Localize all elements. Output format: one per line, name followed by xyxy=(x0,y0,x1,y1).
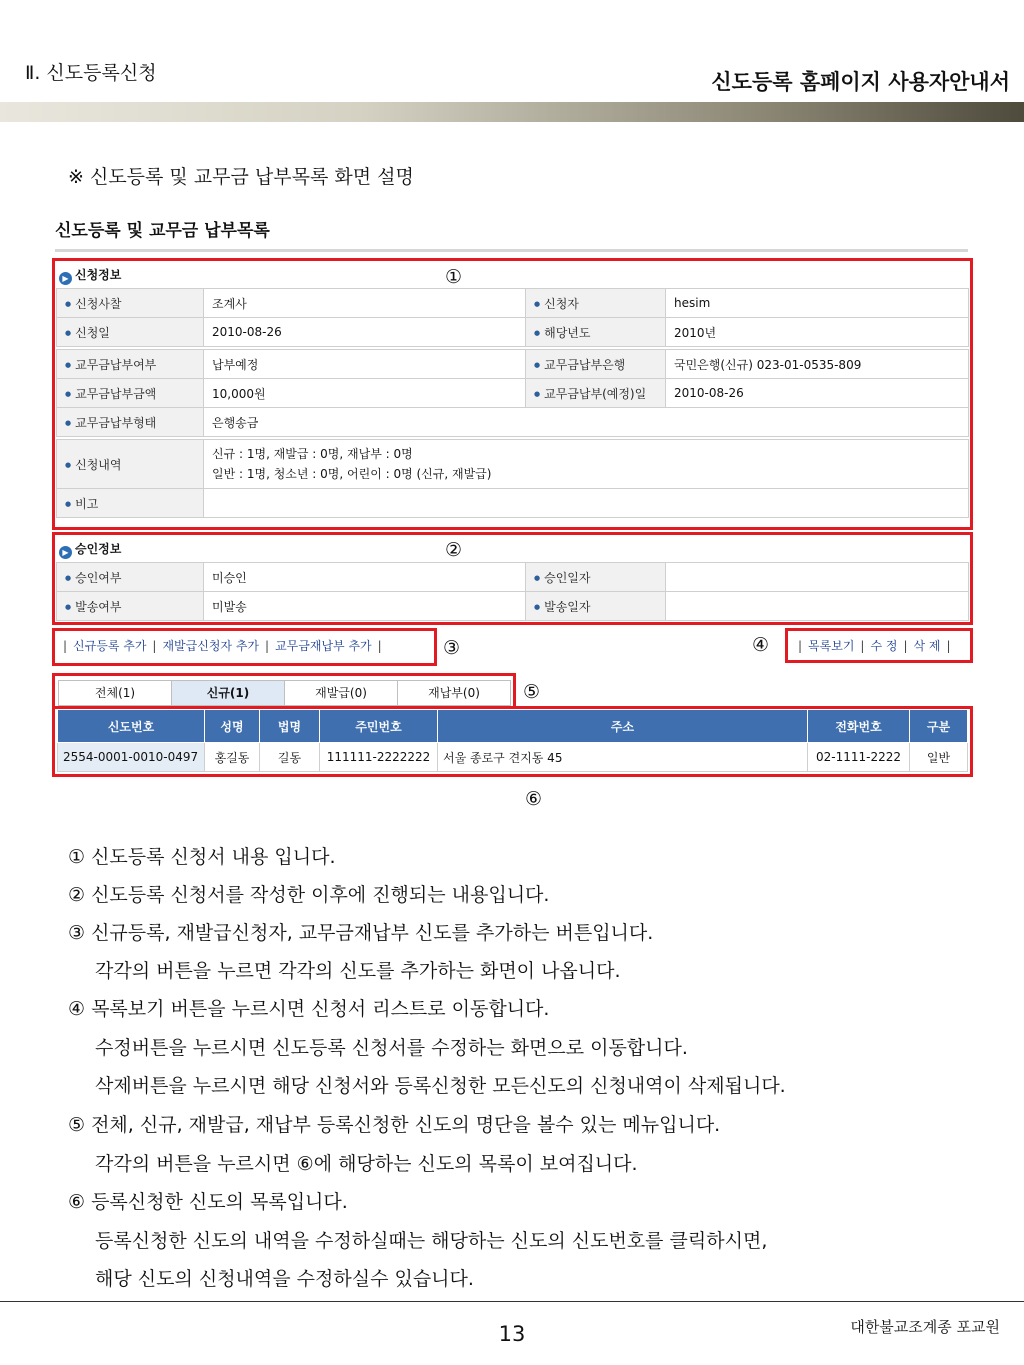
column-header: 구분 xyxy=(910,710,968,743)
description-line: 등록신청한 신도의 내역을 수정하실때는 해당하는 신도의 신도번호를 클릭하시면, xyxy=(95,1230,768,1252)
highlight-box-4 xyxy=(785,628,973,663)
page-number: 13 xyxy=(498,1322,526,1346)
value-cell: 2010-08-26 xyxy=(666,379,969,408)
marker-1: ① xyxy=(445,266,463,288)
value-cell: 미발송 xyxy=(204,592,526,621)
value-cell: 납부예정 xyxy=(204,350,526,379)
label-cell: ● 발송일자 xyxy=(526,592,666,621)
organization-name: 대한불교조계종 포교원 xyxy=(850,1318,1000,1336)
phone-cell: 02-1111-2222 xyxy=(808,743,910,772)
footer-divider xyxy=(0,1301,1024,1302)
marker-5: ⑤ xyxy=(523,681,541,703)
highlight-box-3 xyxy=(52,628,437,666)
label-cell: ● 승인일자 xyxy=(526,563,666,592)
description-line: ⑥ 등록신청한 신도의 목록입니다. xyxy=(68,1191,348,1213)
add-reissue-applicant-link[interactable]: 재발급신청자 추가 xyxy=(162,639,260,653)
name-cell: 홍길동 xyxy=(205,743,260,772)
arrow-right-icon: ▶ xyxy=(59,546,72,559)
description-line: 각각의 버튼을 누르면 각각의 신도를 추가하는 화면이 나옵니다. xyxy=(95,960,621,982)
column-header: 주소 xyxy=(438,710,808,743)
value-cell: 미승인 xyxy=(204,563,526,592)
highlight-box-6 xyxy=(52,706,973,777)
description-line: ② 신도등록 신청서를 작성한 이후에 진행되는 내용입니다. xyxy=(68,884,550,906)
tab-all[interactable]: 전체(1) xyxy=(58,680,172,706)
value-cell: 국민은행(신규) 023-01-0535-809 xyxy=(666,350,969,379)
marker-6: ⑥ xyxy=(525,788,543,810)
section-heading: Ⅱ. 신도등록신청 xyxy=(25,62,157,84)
marker-2: ② xyxy=(445,539,463,561)
column-header: 법명 xyxy=(260,710,320,743)
column-header: 성명 xyxy=(205,710,260,743)
apply-info-title-label: 신청정보 xyxy=(75,268,122,282)
label-cell: ● 신청내역 xyxy=(57,440,204,489)
approve-info-title-label: 승인정보 xyxy=(75,542,122,556)
dharma-name-cell: 길동 xyxy=(260,743,320,772)
title-underline xyxy=(55,249,968,252)
value-cell: hesim xyxy=(666,289,969,318)
highlight-box-1 xyxy=(52,258,973,530)
column-header: 주민번호 xyxy=(320,710,438,743)
highlight-box-2 xyxy=(52,532,973,625)
label-cell: ● 신청일 xyxy=(57,318,204,347)
column-header: 신도번호 xyxy=(58,710,205,743)
label-cell: ● 교무금납부형태 xyxy=(57,408,204,437)
label-cell: ● 교무금납부은행 xyxy=(526,350,666,379)
apply-detail-line: 신규 : 1명, 재발급 : 0명, 재납부 : 0명 xyxy=(212,447,413,461)
description-line: 수정버튼을 누르시면 신도등록 신청서를 수정하는 화면으로 이동합니다. xyxy=(95,1037,688,1059)
label-cell: ● 신청사찰 xyxy=(57,289,204,318)
column-header: 전화번호 xyxy=(808,710,910,743)
description-line: ④ 목록보기 버튼을 누르시면 신청서 리스트로 이동합니다. xyxy=(68,998,550,1020)
apply-detail-line: 일반 : 1명, 청소년 : 0명, 어린이 : 0명 (신규, 재발급) xyxy=(212,467,492,481)
label-cell: ● 교무금납부금액 xyxy=(57,379,204,408)
tab-repayment[interactable]: 재납부(0) xyxy=(397,680,511,706)
member-number-link[interactable]: 2554-0001-0010-0497 xyxy=(58,743,205,772)
note-text: ※ 신도등록 및 교무금 납부목록 화면 설명 xyxy=(68,166,414,188)
edit-link[interactable]: 수 정 xyxy=(870,639,898,653)
description-line: ⑤ 전체, 신규, 재발급, 재납부 등록신청한 신도의 명단을 볼수 있는 메뉴입니다. xyxy=(68,1114,721,1136)
description-line: 해당 신도의 신청내역을 수정하실수 있습니다. xyxy=(95,1268,474,1290)
value-cell: 은행송금 xyxy=(204,408,969,437)
address-cell: 서울 종로구 견지동 45 xyxy=(438,743,808,772)
highlight-box-5 xyxy=(52,673,516,709)
type-cell: 일반 xyxy=(910,743,968,772)
label-cell: ● 교무금납부(예정)일 xyxy=(526,379,666,408)
list-actions-bar: | 목록보기 | 수 정 | 삭 제 | xyxy=(798,639,951,653)
header-gradient-bar xyxy=(0,102,1024,122)
marker-3: ③ xyxy=(443,637,461,659)
delete-link[interactable]: 삭 제 xyxy=(913,639,941,653)
label-cell: ● 발송여부 xyxy=(57,592,204,621)
label-cell: ● 교무금납부여부 xyxy=(57,350,204,379)
add-repayment-link[interactable]: 교무금재납부 추가 xyxy=(275,639,372,653)
form-title: 신도등록 및 교무금 납부목록 xyxy=(55,221,270,241)
description-line: 삭제버튼을 누르시면 해당 신청서와 등록신청한 모든신도의 신청내역이 삭제됩니다. xyxy=(95,1075,786,1097)
value-cell: 조계사 xyxy=(204,289,526,318)
value-cell: 10,000원 xyxy=(204,379,526,408)
document-title: 신도등록 홈페이지 사용자안내서 xyxy=(711,69,1010,94)
description-line: ③ 신규등록, 재발급신청자, 교무금재납부 신도를 추가하는 버튼입니다. xyxy=(68,922,654,944)
description-line: 각각의 버튼을 누르시면 ⑥에 해당하는 신도의 목록이 보여집니다. xyxy=(95,1153,638,1175)
marker-4: ④ xyxy=(752,634,770,656)
label-cell: ● 승인여부 xyxy=(57,563,204,592)
tab-reissue[interactable]: 재발급(0) xyxy=(284,680,398,706)
add-actions-bar: | 신규등록 추가 | 재발급신청자 추가 | 교무금재납부 추가 | xyxy=(63,639,382,653)
label-cell: ● 신청자 xyxy=(526,289,666,318)
list-view-link[interactable]: 목록보기 xyxy=(808,639,855,653)
arrow-right-icon: ▶ xyxy=(59,272,72,285)
value-cell: 2010년 xyxy=(666,318,969,347)
add-new-registration-link[interactable]: 신규등록 추가 xyxy=(73,639,147,653)
tab-new[interactable]: 신규(1) xyxy=(171,680,285,706)
description-line: ① 신도등록 신청서 내용 입니다. xyxy=(68,846,336,868)
label-cell: ● 비고 xyxy=(57,489,204,518)
label-cell: ● 해당년도 xyxy=(526,318,666,347)
resident-number-cell: 111111-2222222 xyxy=(320,743,438,772)
value-cell: 2010-08-26 xyxy=(204,318,526,347)
